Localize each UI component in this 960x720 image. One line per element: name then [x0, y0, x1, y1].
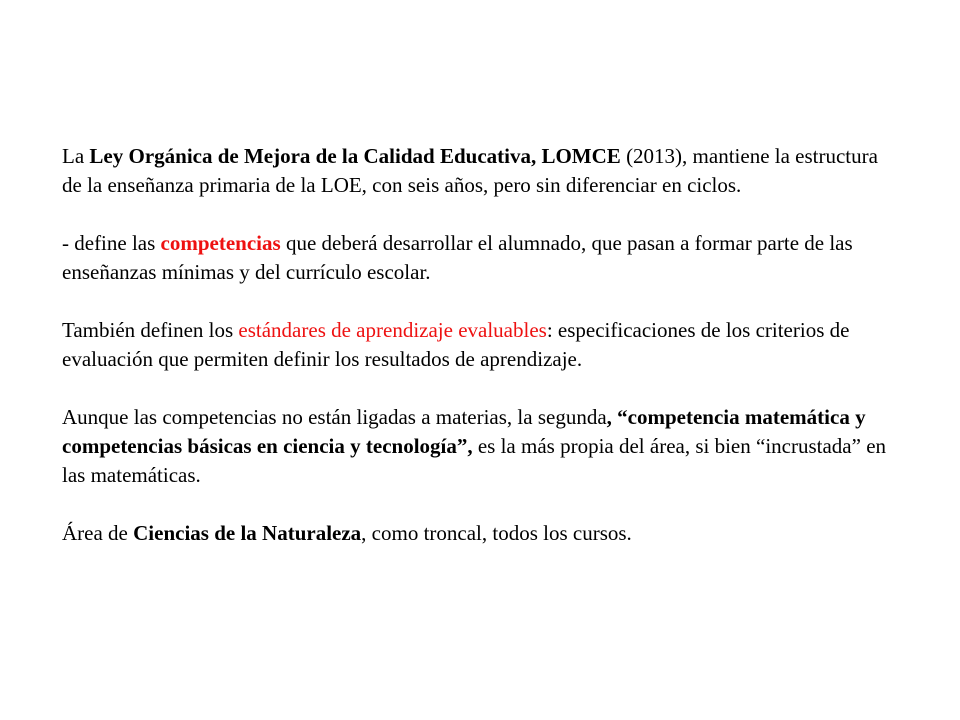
paragraph-estandares [62, 316, 902, 374]
paragraph-spacer [62, 374, 902, 403]
paragraph-spacer [62, 490, 902, 519]
paragraph-competencias [62, 229, 902, 287]
lomce-description-text: (2013), mantiene la estructura de la enseñanza primaria de la LOE, con seis años, pero sin diferenciar en ciclos. [62, 144, 878, 197]
lomce-intro-text: La [62, 144, 90, 168]
matematica-competence-name: , “competencia matemática y competencias básicas en ciencia y tecnología”, [62, 405, 866, 458]
paragraph-competencia-matematica [62, 403, 902, 490]
paragraph-spacer [62, 200, 902, 229]
lomce-law-name: Ley Orgánica de Mejora de la Calidad Educativa, LOMCE [89, 144, 621, 168]
matematica-description-text: es la más propia del área, si bien “incrustada” en las matemáticas. [62, 434, 887, 487]
competencias-description-text: que deberá desarrollar el alumnado, que pasan a formar parte de las enseñanzas mínimas y del currículo escolar. [62, 231, 853, 284]
paragraph-lomce [62, 142, 902, 200]
naturaleza-area-name: Ciencias de la Naturaleza [133, 521, 362, 545]
estandares-intro-text: También definen los [62, 318, 239, 342]
estandares-highlight: estándares de aprendizaje evaluables [238, 318, 547, 342]
paragraph-spacer [62, 287, 902, 316]
slide-body [62, 142, 902, 548]
naturaleza-intro-text: Área de [62, 521, 134, 545]
naturaleza-description-text: , como troncal, todos los cursos. [361, 521, 632, 545]
estandares-description-text: : especificaciones de los criterios de evaluación que permiten definir los resultados de aprendizaje. [62, 318, 850, 371]
competencias-highlight: competencias [160, 231, 281, 255]
matematica-intro-text: Aunque las competencias no están ligadas a materias, la segunda [62, 405, 607, 429]
competencias-intro-text: - define las [62, 231, 161, 255]
paragraph-ciencias-naturaleza [62, 519, 902, 548]
